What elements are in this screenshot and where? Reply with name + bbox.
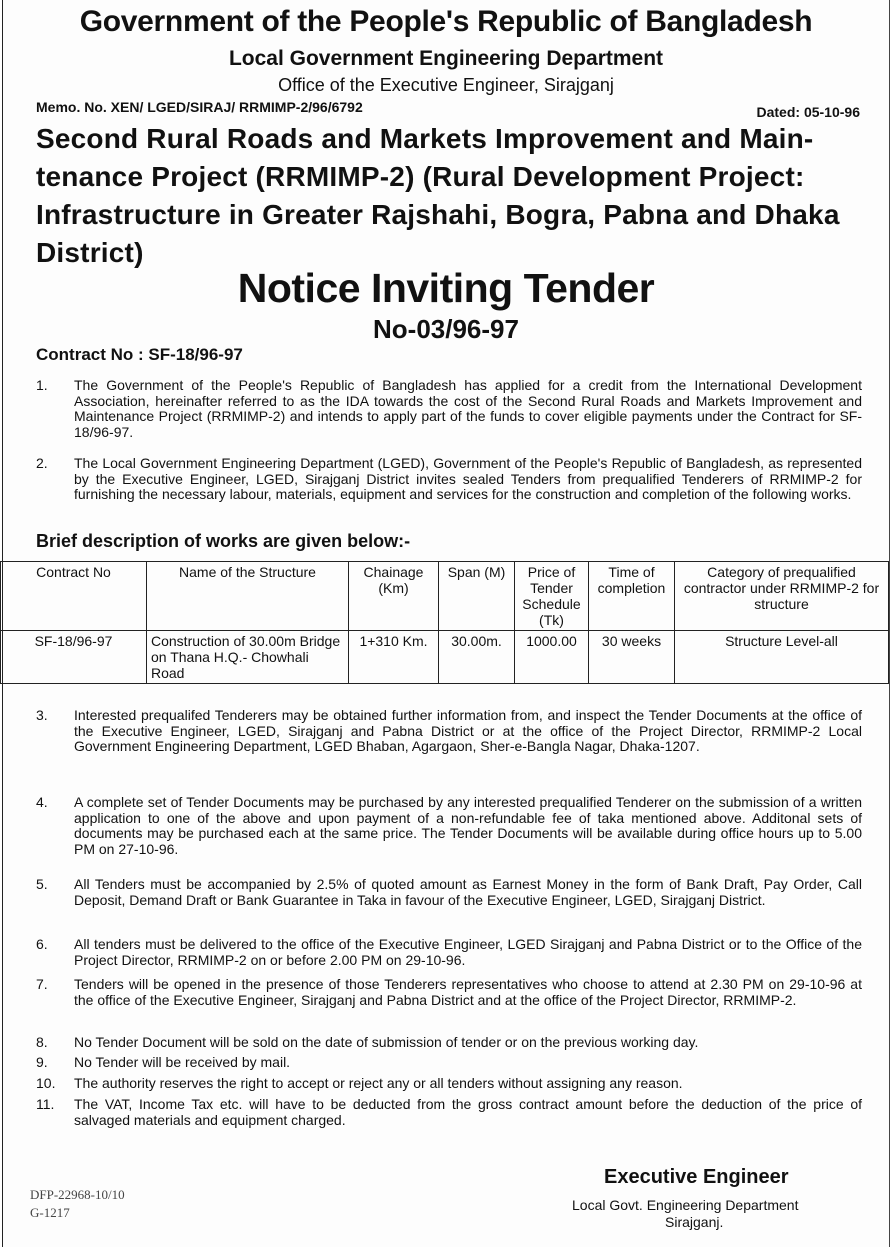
date: Dated: 05-10-96 xyxy=(756,104,860,120)
cell-structure-name: Construction of 30.00m Bridge on Thana H.Q.- Chowhali Road xyxy=(147,631,349,684)
paragraph-text: The VAT, Income Tax etc. will have to be deducted from the gross contract amount before the deduction of the price of salvaged materials and equipment charged. xyxy=(74,1096,862,1128)
column-header: Category of prequalified contractor under RRMIMP-2 for structure xyxy=(675,562,889,631)
paragraph-number: 8. xyxy=(36,1034,48,1050)
paragraph-number: 9. xyxy=(36,1054,48,1070)
paragraph-number: 3. xyxy=(36,707,48,723)
paragraph-text: A complete set of Tender Documents may be purchased by any interested prequalified Tenderer on the submission of a written application to one of the above and upon payment of a non-refundable fee of taka mentioned above. Additonal sets of documents may be purchased each at the same price. The Tender Documents will be available during office hours up to 5.00 PM on 27-10-96. xyxy=(74,794,862,857)
paragraph-8 xyxy=(36,1035,862,1051)
department-heading: Local Government Engineering Department xyxy=(228,47,664,70)
notice-title: Notice Inviting Tender xyxy=(237,265,655,311)
column-header: Contract No xyxy=(1,562,147,631)
contract-number: Contract No : SF-18/96-97 xyxy=(36,345,243,364)
signature-title: Executive Engineer xyxy=(604,1166,789,1188)
cell-category: Structure Level-all xyxy=(675,631,889,684)
signature-place: Sirajganj. xyxy=(665,1214,724,1230)
paragraph-10 xyxy=(36,1076,862,1092)
paragraph-text: No Tender will be received by mail. xyxy=(74,1054,291,1070)
paragraph-text: Interested prequalifed Tenderers may be obtained further information from, and inspect the Tender Documents at the office of the Executive Engineer, LGED, Sirajganj and Pabna District or at the office of the Project Director, RRMIMP-2 Local Government Engineering Department, LGED Bhaban, Agargaon, Sher-e-Bangla Nagar, Dhaka-1207. xyxy=(74,707,862,754)
paragraph-number: 1. xyxy=(36,377,48,393)
brief-description-heading: Brief description of works are given below:- xyxy=(36,531,411,551)
project-title: Second Rural Roads and Markets Improvement and Main-tenance Project (RRMIMP-2) (Rural Development Project: Infrastructure in Greater Rajshahi, Bogra, Pabna and Dhaka District) xyxy=(36,123,840,268)
g-code: G-1217 xyxy=(30,1205,70,1220)
works-table xyxy=(0,561,889,684)
paragraph-number: 4. xyxy=(36,794,48,810)
paragraph-text: Tenders will be opened in the presence of those Tenderers representatives who choose to attend at 2.30 PM on 29-10-96 at the office of the Executive Engineer, Sirajganj and Pabna District and at the office of the Project Director, RRMIMP-2. xyxy=(74,976,862,1008)
notice-number: No-03/96-97 xyxy=(373,314,519,344)
cell-contract-no: SF-18/96-97 xyxy=(1,631,147,684)
paragraph-text: The Government of the People's Republic of Bangladesh has applied for a credit from the International Development Association, hereinafter referred to as the IDA towards the cost of the Second Rural Roads and Markets Improvement and Maintenance Project (RRMIMP-2) and intends to apply part of the funds to cover eligible payments under the Contract for SF-18/96-97. xyxy=(74,377,862,440)
paragraph-5 xyxy=(36,877,862,908)
footer-codes xyxy=(30,1186,125,1222)
paragraph-6 xyxy=(36,937,862,968)
signature-department: Local Govt. Engineering Department xyxy=(572,1197,799,1213)
paragraph-number: 5. xyxy=(36,876,48,892)
memo-number: Memo. No. XEN/ LGED/SIRAJ/ RRMIMP-2/96/6792 xyxy=(36,99,363,115)
paragraph-text: The Local Government Engineering Department (LGED), Government of the People's Republic of Bangladesh, as represented by the Executive Engineer, LGED, Sirajganj District invites sealed Tenders from prequalified Tenderers of RRMIMP-2 for furnishing the necessary labour, materials, equipment and services for the construction and completion of the following works. xyxy=(74,455,862,502)
paragraph-1 xyxy=(36,378,862,440)
cell-span: 30.00m. xyxy=(439,631,515,684)
column-header: Time of completion xyxy=(589,562,675,631)
column-header: Price of Tender Schedule (Tk) xyxy=(515,562,589,631)
paragraph-text: No Tender Document will be sold on the date of submission of tender or on the previous working day. xyxy=(74,1034,699,1050)
cell-completion-time: 30 weeks xyxy=(589,631,675,684)
government-heading: Government of the People's Republic of Bangladesh xyxy=(79,5,813,38)
paragraph-text: All tenders must be delivered to the office of the Executive Engineer, LGED Sirajganj and Pabna District or to the Office of the Project Director, RRMIMP-2 on or before 2.00 PM on 29-10-96. xyxy=(74,936,862,968)
cell-chainage: 1+310 Km. xyxy=(349,631,439,684)
paragraph-number: 10. xyxy=(36,1075,56,1091)
paragraph-text: The authority reserves the right to accept or reject any or all tenders without assigning any reason. xyxy=(74,1075,683,1091)
paragraph-number: 2. xyxy=(36,455,48,471)
paragraph-7 xyxy=(36,977,862,1008)
column-header: Chainage (Km) xyxy=(349,562,439,631)
table-row xyxy=(1,631,889,684)
paragraph-4 xyxy=(36,795,862,857)
paragraph-number: 6. xyxy=(36,936,48,952)
cell-price: 1000.00 xyxy=(515,631,589,684)
column-header: Span (M) xyxy=(439,562,515,631)
office-heading: Office of the Executive Engineer, Sirajganj xyxy=(278,75,614,95)
paragraph-9 xyxy=(36,1055,862,1071)
paragraph-number: 11. xyxy=(36,1096,55,1112)
paragraph-11 xyxy=(36,1097,862,1128)
paragraph-number: 7. xyxy=(36,976,48,992)
paragraph-3 xyxy=(36,708,862,755)
column-header: Name of the Structure xyxy=(147,562,349,631)
paragraph-2 xyxy=(36,456,862,503)
dfp-code: DFP-22968-10/10 xyxy=(30,1187,125,1202)
paragraph-text: All Tenders must be accompanied by 2.5% of quoted amount as Earnest Money in the form of Bank Draft, Pay Order, Call Deposit, Demand Draft or Bank Guarantee in Taka in favour of the Executive Engineer, LGED, Sirajganj District. xyxy=(74,876,862,908)
table-header-row xyxy=(1,562,889,631)
